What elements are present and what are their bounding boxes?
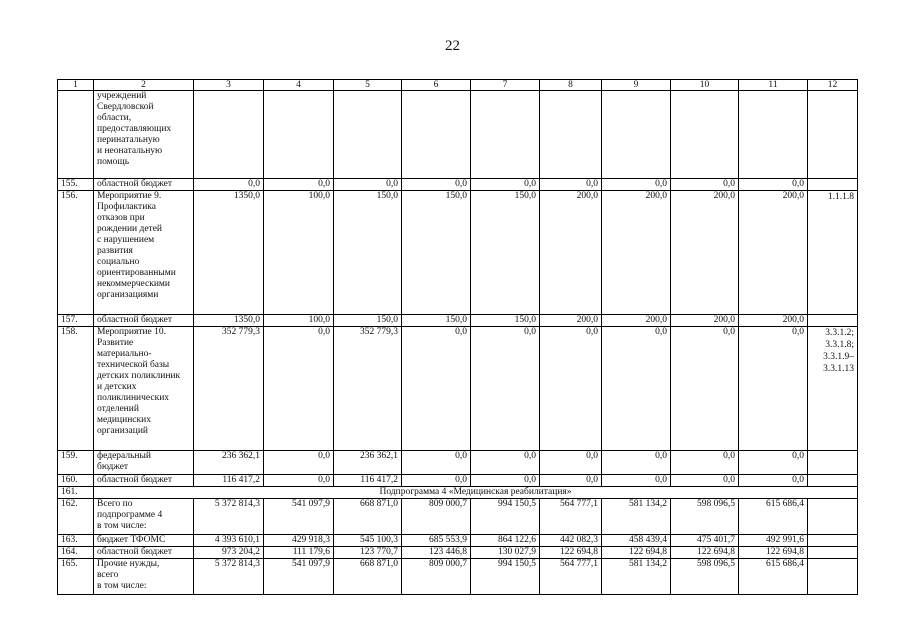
value-cell: 0,0 bbox=[402, 451, 471, 475]
row-index-cell: 159. bbox=[58, 451, 94, 475]
value-cell: 0,0 bbox=[334, 179, 402, 191]
row-index-cell: 163. bbox=[58, 535, 94, 547]
value-cell: 0,0 bbox=[264, 475, 334, 487]
value-cell: 475 401,7 bbox=[671, 535, 739, 547]
value-cell: 200,0 bbox=[540, 315, 602, 327]
value-cell: 200,0 bbox=[602, 191, 671, 315]
value-cell: 0,0 bbox=[540, 451, 602, 475]
row-index-cell: 156. bbox=[58, 191, 94, 315]
value-cell: 0,0 bbox=[739, 451, 808, 475]
subprogram-title-cell: Подпрограмма 4 «Медицинская реабилитация» bbox=[94, 487, 858, 499]
item-name-cell: областной бюджет bbox=[94, 547, 194, 559]
value-cell: 541 097,9 bbox=[264, 559, 334, 595]
value-cell: 5 372 814,3 bbox=[194, 499, 264, 535]
value-cell: 581 134,2 bbox=[602, 499, 671, 535]
table-row bbox=[58, 535, 858, 547]
value-cell: 122 694,8 bbox=[602, 547, 671, 559]
row-index-cell: 162. bbox=[58, 499, 94, 535]
header-cell: 11 bbox=[739, 80, 808, 91]
value-cell bbox=[602, 91, 671, 179]
table-row bbox=[58, 559, 858, 595]
reference-cell bbox=[808, 451, 858, 475]
value-cell: 150,0 bbox=[471, 191, 540, 315]
value-cell: 1350,0 bbox=[194, 315, 264, 327]
value-cell bbox=[471, 91, 540, 179]
value-cell: 0,0 bbox=[671, 475, 739, 487]
row-index-cell: 157. bbox=[58, 315, 94, 327]
value-cell: 0,0 bbox=[402, 327, 471, 451]
value-cell: 200,0 bbox=[671, 191, 739, 315]
value-cell bbox=[402, 91, 471, 179]
reference-cell bbox=[808, 535, 858, 547]
value-cell: 0,0 bbox=[602, 179, 671, 191]
value-cell bbox=[334, 91, 402, 179]
value-cell: 4 393 610,1 bbox=[194, 535, 264, 547]
table-row bbox=[58, 547, 858, 559]
value-cell: 564 777,1 bbox=[540, 559, 602, 595]
value-cell: 0,0 bbox=[540, 179, 602, 191]
value-cell: 123 446,8 bbox=[402, 547, 471, 559]
table-row bbox=[58, 499, 858, 535]
value-cell: 352 779,3 bbox=[334, 327, 402, 451]
value-cell: 545 100,3 bbox=[334, 535, 402, 547]
value-cell: 1350,0 bbox=[194, 191, 264, 315]
header-cell: 12 bbox=[808, 80, 858, 91]
value-cell bbox=[739, 91, 808, 179]
value-cell: 541 097,9 bbox=[264, 499, 334, 535]
value-cell: 973 204,2 bbox=[194, 547, 264, 559]
item-name-cell: Мероприятие 10. Развитие материально- технической базы детских поликлиник и детских поликлинических отделений медицинских организаций bbox=[94, 327, 194, 451]
header-cell: 3 bbox=[194, 80, 264, 91]
value-cell bbox=[540, 91, 602, 179]
value-cell: 0,0 bbox=[671, 451, 739, 475]
value-cell: 0,0 bbox=[739, 327, 808, 451]
value-cell: 809 000,7 bbox=[402, 499, 471, 535]
value-cell: 0,0 bbox=[739, 475, 808, 487]
row-index-cell: 165. bbox=[58, 559, 94, 595]
table-row bbox=[58, 91, 858, 179]
value-cell: 0,0 bbox=[671, 179, 739, 191]
table-row bbox=[58, 191, 858, 315]
header-cell: 8 bbox=[540, 80, 602, 91]
value-cell: 200,0 bbox=[671, 315, 739, 327]
value-cell: 122 694,8 bbox=[739, 547, 808, 559]
value-cell: 994 150,5 bbox=[471, 559, 540, 595]
value-cell: 0,0 bbox=[264, 327, 334, 451]
value-cell: 615 686,4 bbox=[739, 499, 808, 535]
value-cell: 130 027,9 bbox=[471, 547, 540, 559]
header-row bbox=[58, 80, 858, 91]
value-cell: 0,0 bbox=[264, 179, 334, 191]
value-cell bbox=[194, 91, 264, 179]
value-cell bbox=[671, 91, 739, 179]
value-cell: 116 417,2 bbox=[334, 475, 402, 487]
value-cell: 150,0 bbox=[334, 191, 402, 315]
value-cell: 0,0 bbox=[471, 179, 540, 191]
value-cell: 564 777,1 bbox=[540, 499, 602, 535]
value-cell: 200,0 bbox=[540, 191, 602, 315]
value-cell: 0,0 bbox=[471, 327, 540, 451]
table-row bbox=[58, 451, 858, 475]
value-cell: 352 779,3 bbox=[194, 327, 264, 451]
value-cell: 236 362,1 bbox=[334, 451, 402, 475]
table-row bbox=[58, 475, 858, 487]
header-cell: 2 bbox=[94, 80, 194, 91]
item-name-cell: бюджет ТФОМС bbox=[94, 535, 194, 547]
value-cell: 200,0 bbox=[739, 191, 808, 315]
value-cell: 0,0 bbox=[540, 475, 602, 487]
value-cell: 150,0 bbox=[402, 315, 471, 327]
item-name-cell: областной бюджет bbox=[94, 179, 194, 191]
table-row bbox=[58, 487, 858, 499]
value-cell: 0,0 bbox=[471, 475, 540, 487]
value-cell: 0,0 bbox=[739, 179, 808, 191]
value-cell: 122 694,8 bbox=[540, 547, 602, 559]
value-cell: 668 871,0 bbox=[334, 559, 402, 595]
header-cell: 9 bbox=[602, 80, 671, 91]
row-index-cell: 161. bbox=[58, 487, 94, 499]
item-name-cell: Мероприятие 9. Профилактика отказов при рождении детей с нарушением развития социально ориентированными некоммерческими организациями bbox=[94, 191, 194, 315]
item-name-cell: учреждений Свердловской области, предоставляющих перинатальную и неонатальную помощь bbox=[94, 91, 194, 179]
item-name-cell: областной бюджет bbox=[94, 315, 194, 327]
header-cell: 10 bbox=[671, 80, 739, 91]
table-row bbox=[58, 315, 858, 327]
budget-table bbox=[57, 79, 858, 595]
reference-cell bbox=[808, 315, 858, 327]
value-cell bbox=[264, 91, 334, 179]
value-cell: 0,0 bbox=[602, 475, 671, 487]
value-cell: 809 000,7 bbox=[402, 559, 471, 595]
value-cell: 581 134,2 bbox=[602, 559, 671, 595]
page-number: 22 bbox=[445, 38, 460, 54]
header-cell: 5 bbox=[334, 80, 402, 91]
value-cell: 200,0 bbox=[602, 315, 671, 327]
reference-cell bbox=[808, 179, 858, 191]
reference-cell bbox=[808, 499, 858, 535]
value-cell: 0,0 bbox=[194, 179, 264, 191]
value-cell: 429 918,3 bbox=[264, 535, 334, 547]
header-cell: 7 bbox=[471, 80, 540, 91]
reference-cell: 1.1.1.8 bbox=[808, 191, 858, 315]
value-cell: 458 439,4 bbox=[602, 535, 671, 547]
row-index-cell: 160. bbox=[58, 475, 94, 487]
value-cell: 492 991,6 bbox=[739, 535, 808, 547]
value-cell: 111 179,6 bbox=[264, 547, 334, 559]
value-cell: 0,0 bbox=[540, 327, 602, 451]
value-cell: 0,0 bbox=[602, 451, 671, 475]
row-index-cell: 155. bbox=[58, 179, 94, 191]
reference-cell bbox=[808, 91, 858, 179]
value-cell: 5 372 814,3 bbox=[194, 559, 264, 595]
table-row bbox=[58, 179, 858, 191]
value-cell: 0,0 bbox=[402, 475, 471, 487]
reference-cell bbox=[808, 547, 858, 559]
row-index-cell: 164. bbox=[58, 547, 94, 559]
row-index-cell bbox=[58, 91, 94, 179]
value-cell: 100,0 bbox=[264, 315, 334, 327]
value-cell: 442 082,3 bbox=[540, 535, 602, 547]
value-cell: 150,0 bbox=[471, 315, 540, 327]
value-cell: 236 362,1 bbox=[194, 451, 264, 475]
value-cell: 100,0 bbox=[264, 191, 334, 315]
row-index-cell: 158. bbox=[58, 327, 94, 451]
item-name-cell: федеральный бюджет bbox=[94, 451, 194, 475]
header-cell: 4 bbox=[264, 80, 334, 91]
value-cell: 0,0 bbox=[671, 327, 739, 451]
value-cell: 864 122,6 bbox=[471, 535, 540, 547]
value-cell: 0,0 bbox=[402, 179, 471, 191]
value-cell: 116 417,2 bbox=[194, 475, 264, 487]
reference-cell: 3.3.1.2; 3.3.1.8; 3.3.1.9– 3.3.1.13 bbox=[808, 327, 858, 451]
item-name-cell: Прочие нужды, всего в том числе: bbox=[94, 559, 194, 595]
value-cell: 0,0 bbox=[471, 451, 540, 475]
item-name-cell: областной бюджет bbox=[94, 475, 194, 487]
value-cell: 994 150,5 bbox=[471, 499, 540, 535]
value-cell: 0,0 bbox=[602, 327, 671, 451]
value-cell: 668 871,0 bbox=[334, 499, 402, 535]
value-cell: 150,0 bbox=[402, 191, 471, 315]
reference-cell bbox=[808, 559, 858, 595]
value-cell: 200,0 bbox=[739, 315, 808, 327]
table-row bbox=[58, 327, 858, 451]
value-cell: 685 553,9 bbox=[402, 535, 471, 547]
value-cell: 598 096,5 bbox=[671, 559, 739, 595]
item-name-cell: Всего по подпрограмме 4 в том числе: bbox=[94, 499, 194, 535]
value-cell: 123 770,7 bbox=[334, 547, 402, 559]
header-cell: 1 bbox=[58, 80, 94, 91]
value-cell: 122 694,8 bbox=[671, 547, 739, 559]
value-cell: 0,0 bbox=[264, 451, 334, 475]
reference-cell bbox=[808, 475, 858, 487]
value-cell: 598 096,5 bbox=[671, 499, 739, 535]
value-cell: 150,0 bbox=[334, 315, 402, 327]
header-cell: 6 bbox=[402, 80, 471, 91]
value-cell: 615 686,4 bbox=[739, 559, 808, 595]
